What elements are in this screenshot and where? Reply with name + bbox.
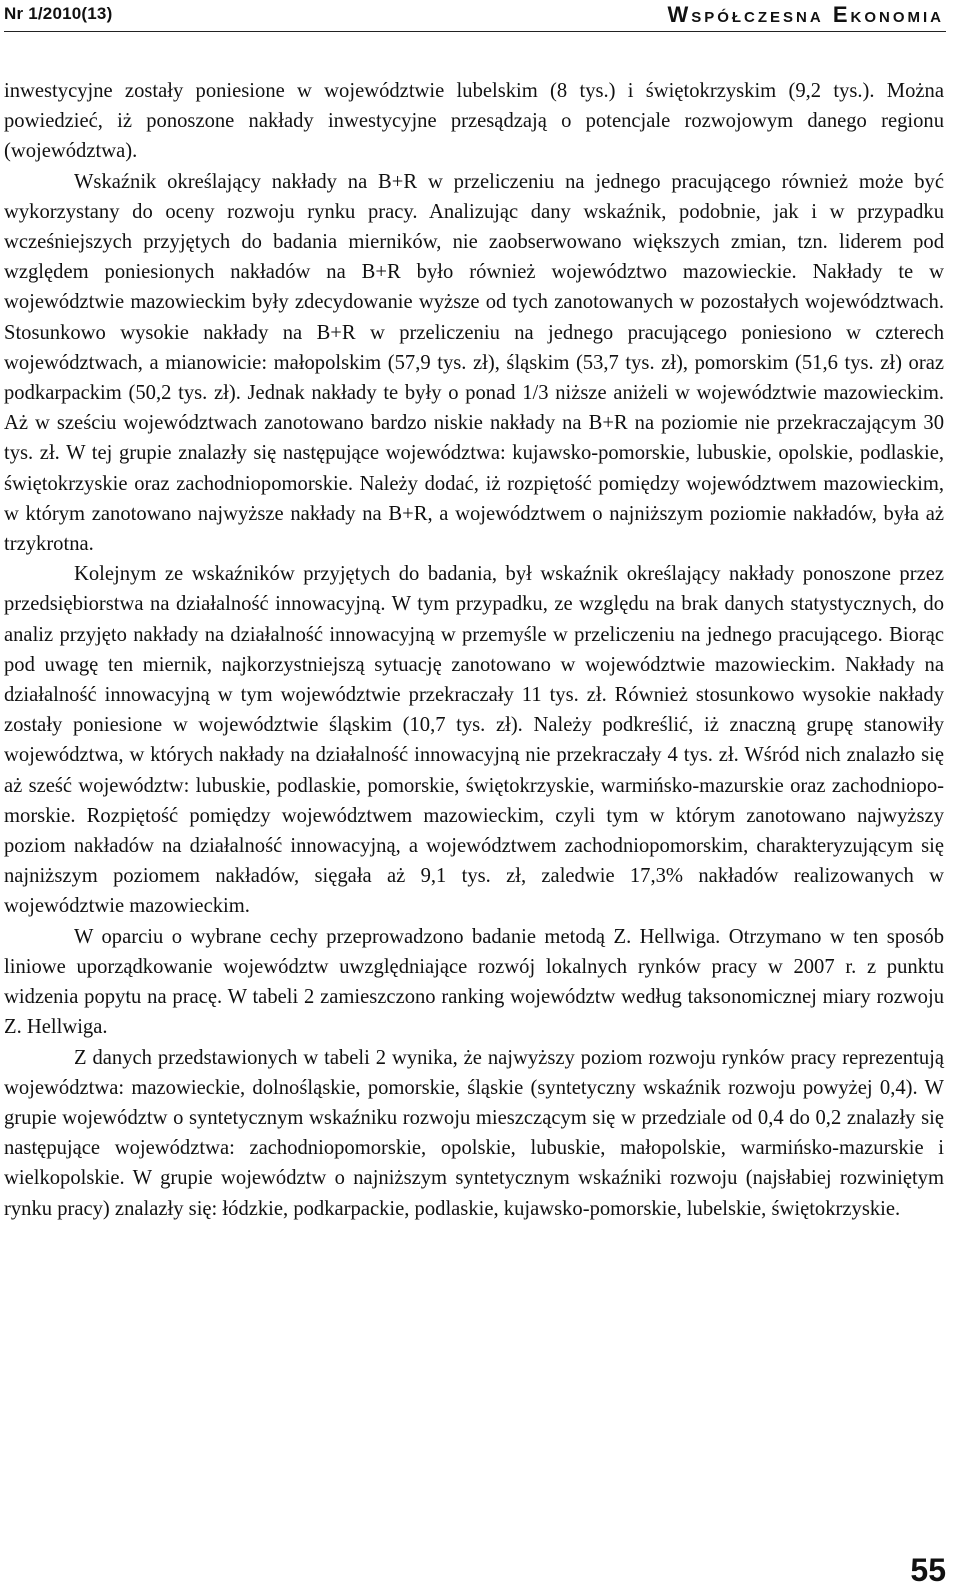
page-number: 55: [910, 1552, 946, 1588]
running-header: [0, 0, 960, 36]
issue-label: Nr 1/2010(13): [4, 4, 113, 23]
paragraph-ranking-results: Z danych przedstawionych w tabeli 2 wynika, że najwyższy poziom rozwoju rynków pracy reprezentują województwa: mazowieckie, dolnośląskie, pomorskie, śląskie (syntetyczny wskaźnik rozwoju powyżej 0,4). W grupie województw o syntetycznym wskaźniku rozwoju mieszczącym się w przedziale od 0,4 do 0,2 znalazły się następujące województwa: zachodniopomorskie, opolskie, lubuskie, małopolskie, warmińsko-mazurskie i wielkopolskie. W grupie województw o najniższym syntetycznym wskaźniki rozwoju (najsłabiej rozwiniętym rynku pracy) znalazły się: łódzkie, podkarpackie, podlaskie, kujawsko-pomorskie, lubelskie, świętokrzyskie.: [4, 1046, 944, 1220]
paragraph-hellwig-method: W oparciu o wybrane cechy przeprowadzono badanie metodą Z. Hellwiga. Otrzymano w ten sposób liniowe uporządkowanie województw uwzględniające rozwój lokalnych rynków pracy w 2007 r. z punktu widzenia popytu na pracę. W tabeli 2 zamieszczono ranking województw według taksonomicznej miary rozwoju Z. Hellwiga.: [4, 925, 944, 1039]
paragraph-br-expenditure: Wskaźnik określający nakłady na B+R w przeliczeniu na jednego pracującego również może być wykorzystany do oceny rozwoju rynku pracy. Analizując dany wskaźnik, podobnie, jak i w przypadku wcześniejszych przyjętych do badania mierników, nie zaobserwowano większych zmian, tzn. liderem pod względem poniesionych nakładów na B+R było również województwo mazowieckie. Nakłady te w województwie mazowieckim były zdecydowanie wyższe od tych zanotowanych w pozostałych województwach. Stosunkowo wysokie nakłady na B+R w przeliczeniu na jednego pracującego poniesiono w czterech województwach, a mianowicie: małopolskim (57,9 tys. zł), śląskim (53,7 tys. zł), pomorskim (51,6 tys. zł) oraz podkarpackim (50,2 tys. zł). Jednak nakłady te były o ponad 1/3 niższe aniżeli w województwie mazowieckim. Aż w sześciu województwach zanotowano bardzo niskie nakłady na B+R na poziomie nie przekraczającym 30 tys. zł. W tej grupie znalazły się następujące województwa: kujawsko-pomorskie, lubuskie, opolskie, podlaskie, świętokrzyskie oraz zachodniopomorskie. Należy dodać, iż rozpiętość pomiędzy województwem mazowieckim, w którym zanotowano najwyższe nakłady na B+R, a województwem o najniższym poziomie nakładów, była aż trzykrotna.: [4, 170, 944, 556]
article-body: [4, 76, 944, 1224]
journal-title: Współczesna Ekonomia: [667, 2, 944, 27]
paragraph-continued: inwestycyjne zostały poniesione w województwie lubelskim (8 tys.) i świętokrzyskim (9,2 tys.). Można powiedzieć, iż ponoszone nakłady inwestycyjne przesądzają o potencjale rozwojowym danego regionu (województwa).: [4, 80, 944, 163]
header-rule: [4, 31, 946, 32]
paragraph-innovation-expenditure: Kolejnym ze wskaźników przyjętych do badania, był wskaźnik określający nakłady ponoszone przez przedsiębiorstwa na działalność innowacyjną. W tym przypadku, ze względu na brak danych statystycznych, do analiz przyjęto nakłady na działalność innowacyjną w przemyśle w przeliczeniu na jednego pracującego. Biorąc pod uwagę ten miernik, najkorzystniejszą sytuację zanotowano w województwie mazowieckim. Nakłady na działalność innowacyjną w tym województwie przekraczały 11 tys. zł. Również stosunkowo wysokie nakłady zostały poniesione w województwie śląskim (10,7 tys. zł). Należy podkreślić, iż znaczną grupę stanowiły województwa, w których nakłady na działalność innowacyjną nie przekraczały 4 tys. zł. Wśród nich znalazło się aż sześć województw: lubuskie, podlaskie, pomorskie, świętokrzyskie, warmińsko-mazurskie oraz zachodniopomorskie. Rozpiętość pomiędzy województwem mazowieckim, czyli tym w którym zanotowano najwyższy poziom nakładów na działalność innowacyjną, a województwem zachodniopomorskim, charakteryzującym się najniższym poziomem nakładów, sięgała aż 9,1 tys. zł, zaledwie 17,3% nakładów realizowanych w województwie mazowieckim.: [4, 563, 944, 918]
